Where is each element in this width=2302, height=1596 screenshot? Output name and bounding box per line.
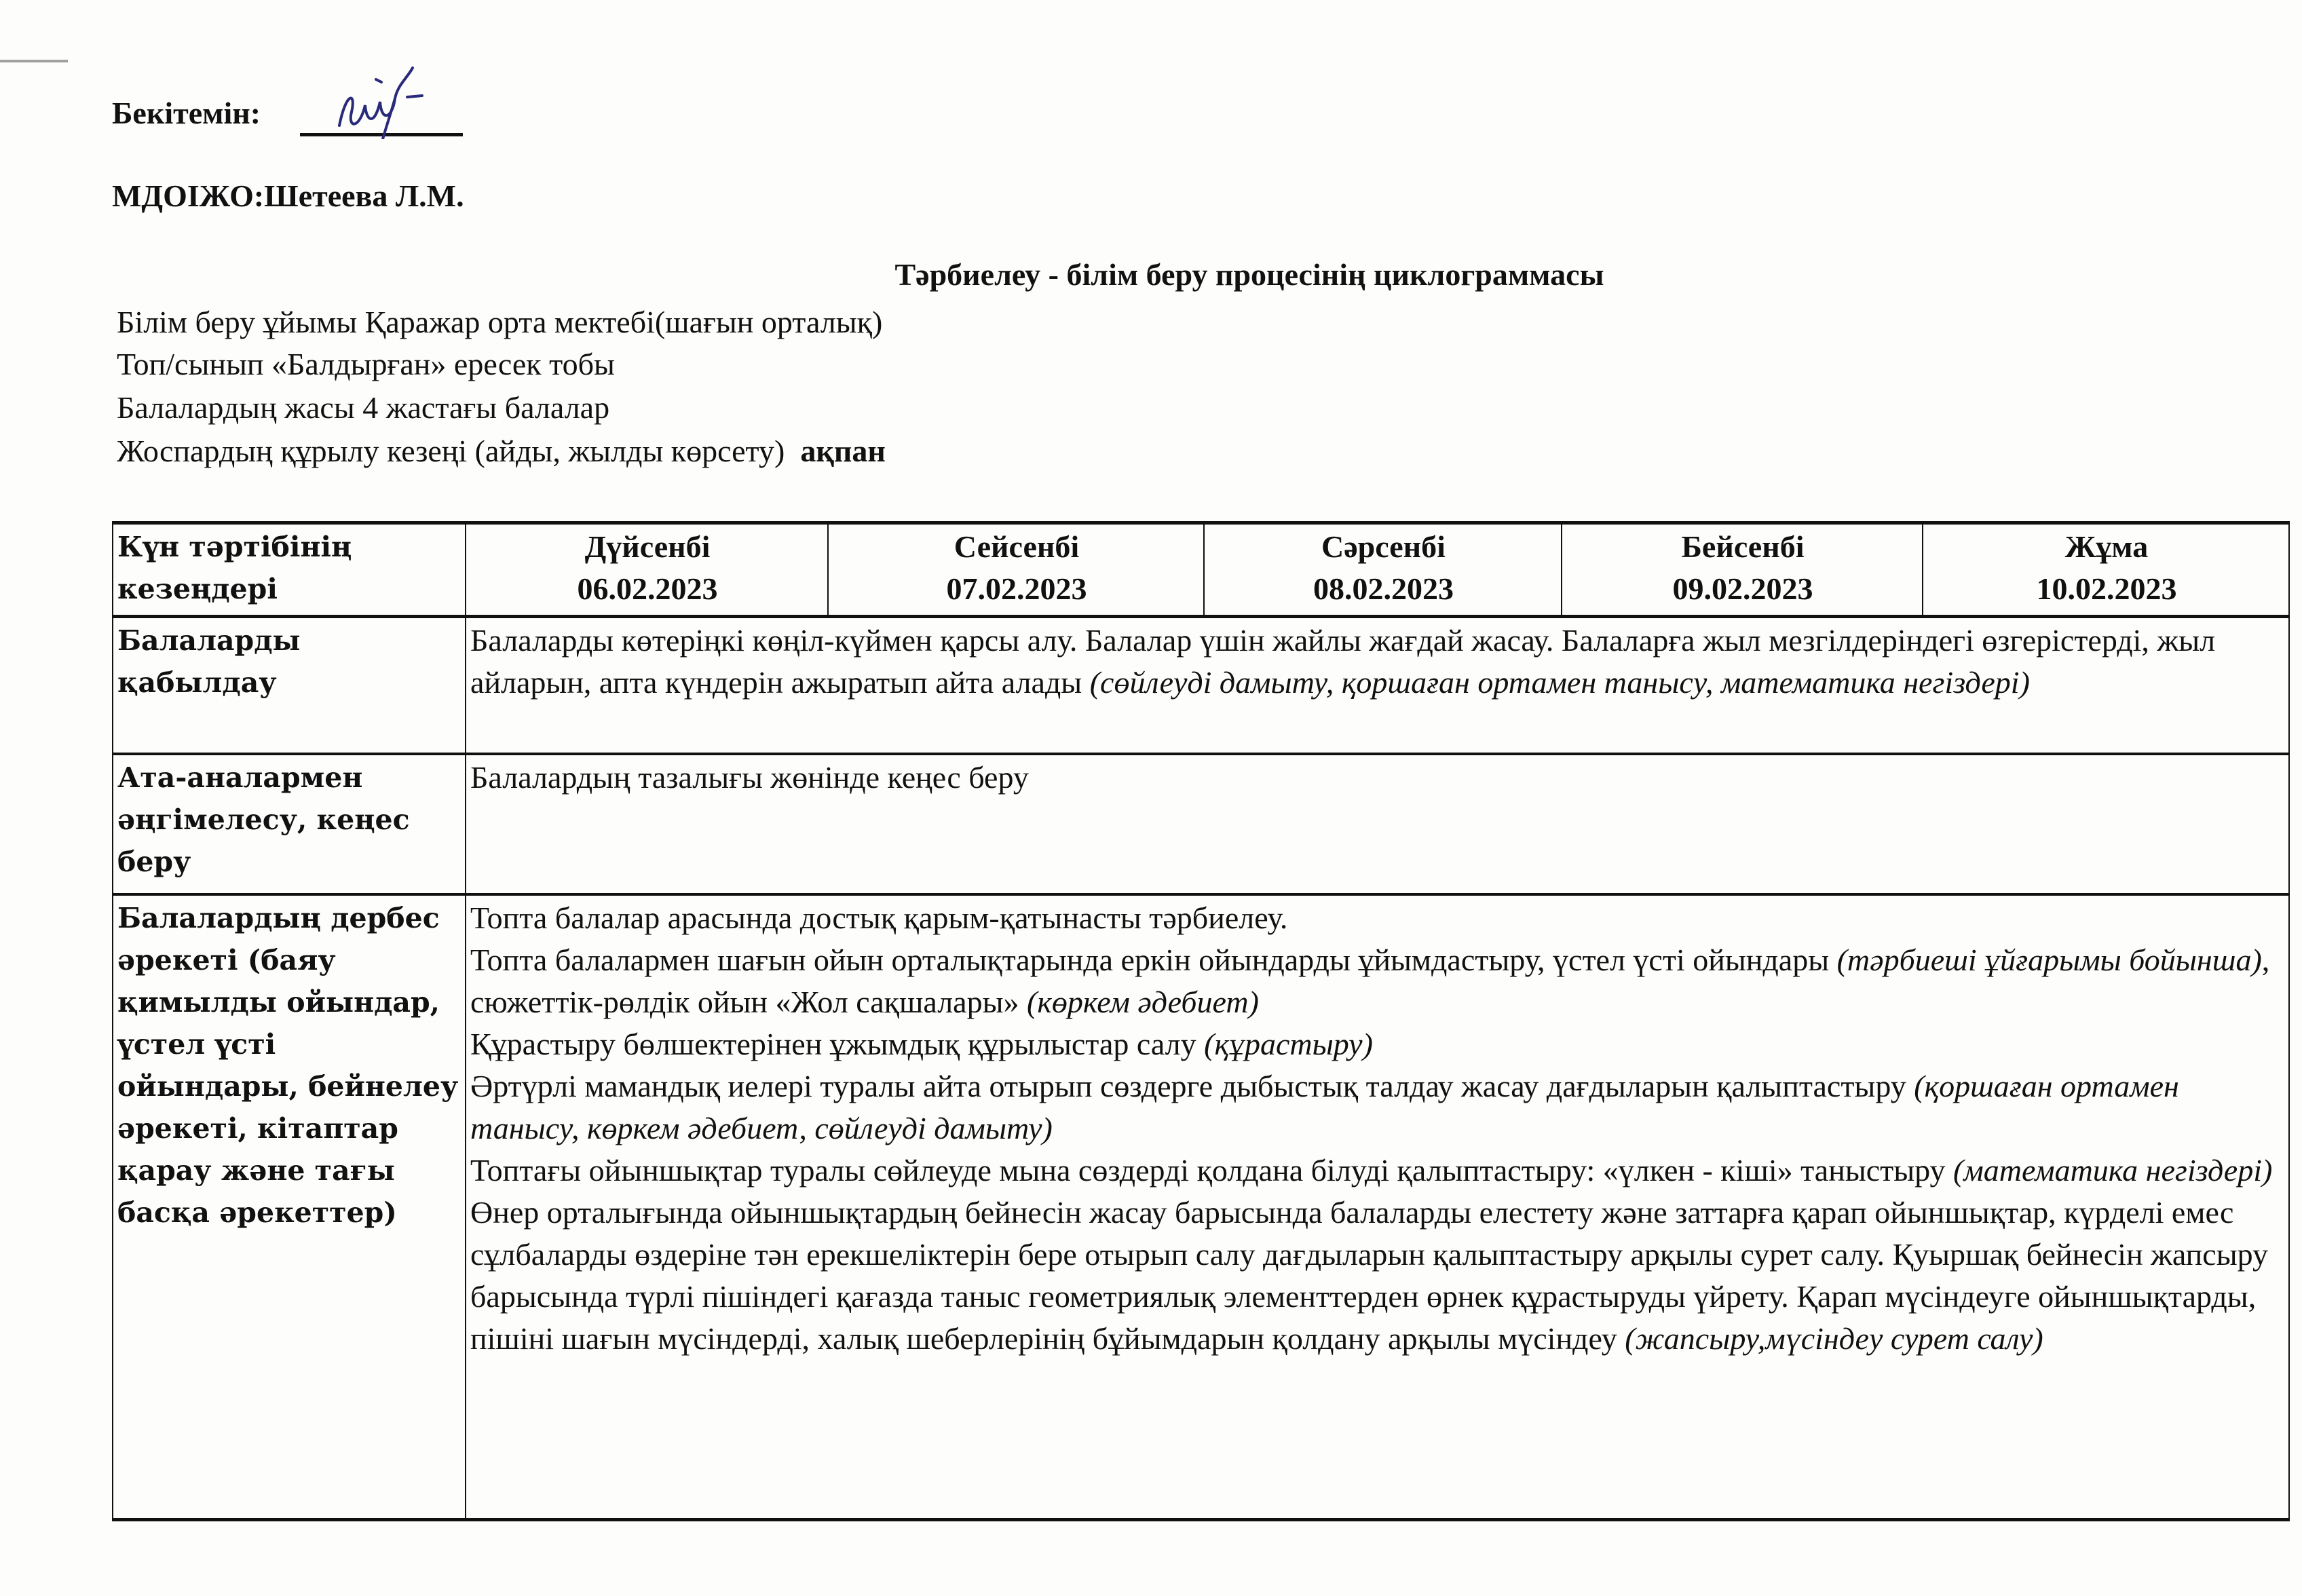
scan-artifact: [0, 60, 68, 62]
stage-cell: Балаларды қабылдау: [113, 617, 466, 754]
activity-item: Топтағы ойыншықтар туралы сөйлеуде мына сөздерді қолдана білуді қалыптастыру: «үлкен - кіші» таныстыру (математика негіздері): [470, 1152, 2273, 1188]
activity-item: Топта балалармен шағын ойын орталықтарында еркін ойындарды ұйымдастыру, үстел үсті ойындары (тәрбиеші ұйғарымы бойынша), сюжеттік-рөлдік ойын «Жол сақшалары» (көркем әдебиет): [470, 942, 2270, 1019]
approval-label: Бекітемін:: [112, 96, 261, 130]
header-day: Жұма 10.02.2023: [1923, 523, 2289, 617]
header-day: Сейсенбі 07.02.2023: [828, 523, 1204, 617]
header-stage-col: Күн тәртібінің кезеңдері: [113, 523, 466, 617]
table-row: [113, 894, 2289, 1520]
group-line: Топ/сынып «Балдырған» ересек тобы: [117, 347, 615, 381]
activity-item: Өнер орталығында ойыншықтардың бейнесін жасау барысында балаларды елестету және заттарға қарап ойыншықтар, күрделі емес сұлбаларды өздеріне тән ерекшеліктерін бере отырып салу дағдыларын қалыптастыру арқылы сурет салу. Қуыршақ бейнесін жапсыру барысында түрлі пішіндегі қағазда таныс геометриялық элементтерден өрнек құрастыруды үйрету. Қарап мүсіндеуге ойыншықтарды, пішіні шағын мүсіндерді, халық шеберлерінің бұйымдарын қолдану арқылы мүсіндеу (жапсыру,мүсіндеу сурет салу): [470, 1194, 2268, 1356]
period-line: [117, 436, 886, 467]
header-day: Бейсенбі 09.02.2023: [1562, 523, 1923, 617]
age-line: Балалардың жасы 4 жастағы балалар: [117, 390, 610, 425]
activity-item: Әртүрлі мамандық иелері туралы айта отырып сөздерге дыбыстық талдау жасау дағдыларын қалыптастыру (қоршаған ортамен танысу, көркем әдебиет, сөйлеуді дамыту): [470, 1068, 2179, 1145]
activity-item: Топта балалар арасында достық қарым-қатынасты тәрбиелеу.: [470, 900, 1288, 935]
activity-item: Құрастыру бөлшектерінен ұжымдық құрылыстар салу (құрастыру): [470, 1026, 1373, 1061]
stage-cell: Балалардың дербес әрекеті (баяу қимылды ойындар, үстел үсті ойындары, бейнелеу әрекеті, кітаптар қарау және тағы басқа әрекеттер): [113, 894, 466, 1520]
cyclogram-table: [112, 521, 2290, 1521]
period-label: Жоспардың құрылу кезеңі (айды, жылды көрсету): [117, 434, 785, 468]
table-row: [113, 754, 2289, 894]
content-cell: Балалардың тазалығы жөнінде кеңес беру: [466, 754, 2289, 894]
header-day: Сәрсенбі 08.02.2023: [1204, 523, 1562, 617]
subject-note: (сөйлеуді дамыту, қоршаған ортамен таныcу, математика негіздері): [1089, 665, 2030, 700]
table-row: [113, 617, 2289, 754]
content-cell: Балаларды көтеріңкі көңіл-күймен қарсы алу. Балалар үшін жайлы жағдай жасау. Балаларға жыл мезгілдеріндегі өзгерістерді, жыл айларын, апта күндерін ажыратып айта алады (сөйлеуді дамыту, қоршаған ортамен таныcу, математика негіздері): [466, 617, 2289, 754]
director-name: МДОІЖО:Шетеева Л.М.: [112, 178, 464, 213]
stage-cell: Ата-аналармен әңгімелесу, кеңес беру: [113, 754, 466, 894]
period-value: ақпан: [800, 434, 886, 468]
signature-icon: [333, 64, 441, 139]
document-title: Тәрбиелеу - білім беру процесінің циклограммасы: [894, 257, 1604, 292]
org-line: Білім беру ұйымы Қаражар орта мектебі(шағын орталық): [117, 305, 883, 339]
header-day: Дүйсенбі 06.02.2023: [466, 523, 828, 617]
content-cell: [466, 894, 2289, 1520]
table-header-row: [113, 523, 2289, 617]
